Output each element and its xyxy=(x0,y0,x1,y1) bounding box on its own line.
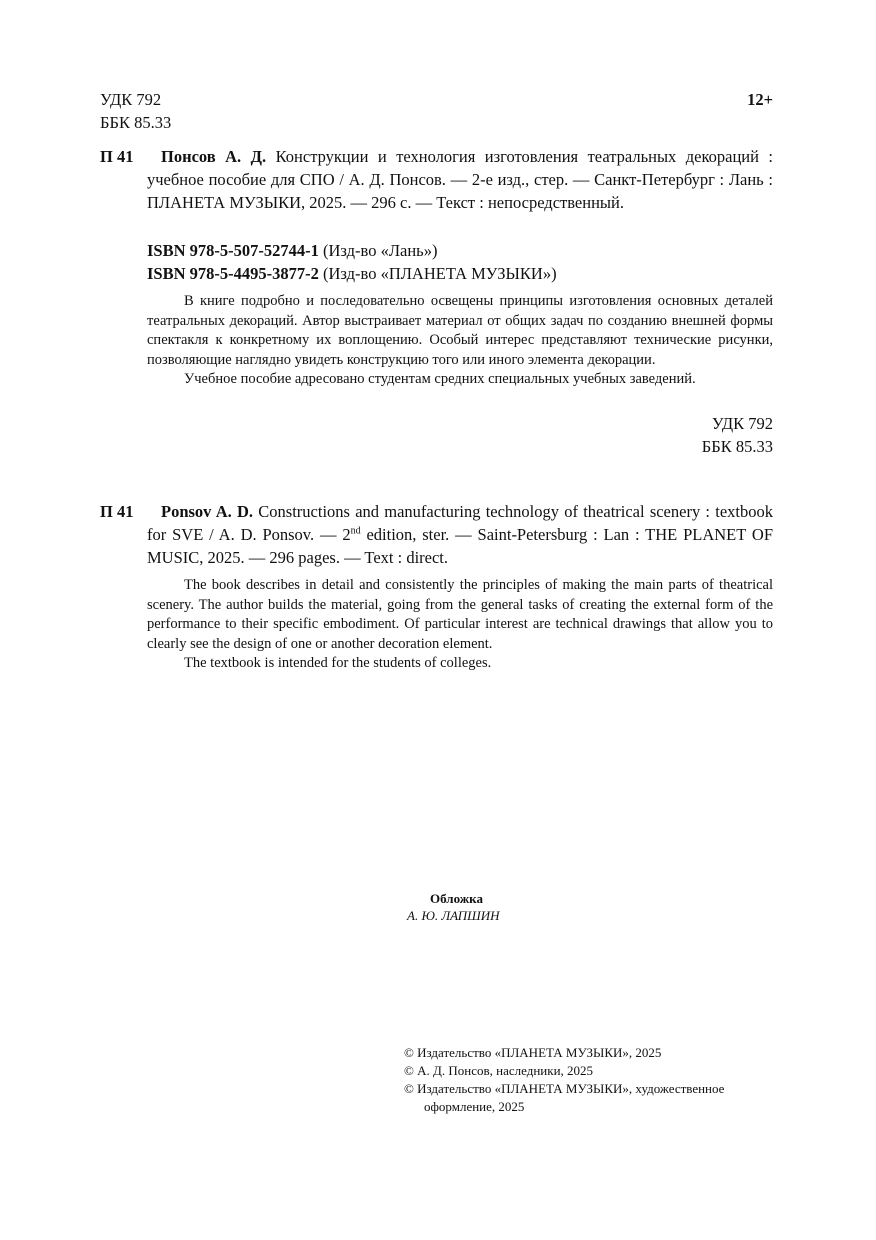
en-entry xyxy=(100,500,773,569)
ru-entry xyxy=(100,145,773,214)
en-author: Ponsov A. D. xyxy=(161,502,254,521)
copyright-line: © Издательство «ПЛАНЕТА МУЗЫКИ», 2025 xyxy=(404,1045,662,1060)
header-udk: УДК 792 xyxy=(100,90,162,109)
en-abstract xyxy=(147,576,773,674)
header-bbk: ББК 85.33 xyxy=(100,113,172,132)
copyright-block xyxy=(404,1044,776,1116)
ru-classification xyxy=(600,412,773,458)
en-abstract-paragraph: The book describes in detail and consistently the principles of making the main parts of theatrical scenery. The author builds the material, going from the general tasks of creating the external form of the performance to their specific embodiment. Of particular interest are technical drawings that allow you to clearly see the design of one or another decoration element. xyxy=(147,577,773,652)
cover-label: Обложка xyxy=(430,891,483,906)
isbn-number: ISBN 978-5-507-52744-1 xyxy=(147,241,319,260)
ru-entry-code: П 41 xyxy=(100,147,134,166)
isbn-list xyxy=(147,239,557,285)
isbn-line-lan xyxy=(147,239,557,262)
isbn-note: (Изд-во «Лань») xyxy=(323,241,438,260)
en-description-part2: edition, ster. — Saint-Petersburg : Lan : THE PLANET OF MUSIC, 2025. — 296 pages. — Text : direct. xyxy=(147,525,773,567)
ru-author: Понсов А. Д. xyxy=(161,147,267,166)
ru-abstract xyxy=(147,292,773,390)
copyright-line: © Издательство «ПЛАНЕТА МУЗЫКИ», художественное оформление, 2025 xyxy=(404,1081,725,1114)
ru-udk: УДК 792 xyxy=(711,414,773,433)
ru-abstract-audience: Учебное пособие адресовано студентам средних специальных учебных заведений. xyxy=(184,371,696,387)
en-edition-superscript: nd xyxy=(350,525,361,537)
age-rating: 12+ xyxy=(747,90,773,109)
ru-abstract-paragraph: В книге подробно и последовательно освещены принципы изготовления основных деталей театральных декораций. Автор выстраивает материал от общих задач по созданию внешней формы спектакля к конкретному их воплощению. Особый интерес представляют технические рисунки, позволяющие наглядно увидеть конструкцию того или иного элемента декорации. xyxy=(147,293,773,368)
en-entry-text xyxy=(147,500,773,569)
copyright-line: © А. Д. Понсов, наследники, 2025 xyxy=(404,1063,594,1078)
en-description-part1: Constructions and manufacturing technology of theatrical scenery : textbook for SVE / A. D. Ponsov. — 2 xyxy=(147,502,773,544)
isbn-note: (Изд-во «ПЛАНЕТА МУЗЫКИ») xyxy=(323,264,557,283)
isbn-number: ISBN 978-5-4495-3877-2 xyxy=(147,264,319,283)
cover-artist: А. Ю. ЛАПШИН xyxy=(407,908,500,923)
ru-bbk: ББК 85.33 xyxy=(701,437,773,456)
en-abstract-audience: The textbook is intended for the students of colleges. xyxy=(184,655,492,671)
isbn-line-planeta xyxy=(147,262,557,285)
en-entry-code: П 41 xyxy=(100,502,134,521)
ru-entry-text xyxy=(147,145,773,214)
ru-description: Конструкции и технология изготовления театральных декораций : учебное пособие для СПО / А. Д. Понсов. — 2-е изд., стер. — Санкт-Петербург : Лань : ПЛАНЕТА МУЗЫКИ, 2025. — 296 с. — Текст : непосредственный. xyxy=(147,147,774,212)
